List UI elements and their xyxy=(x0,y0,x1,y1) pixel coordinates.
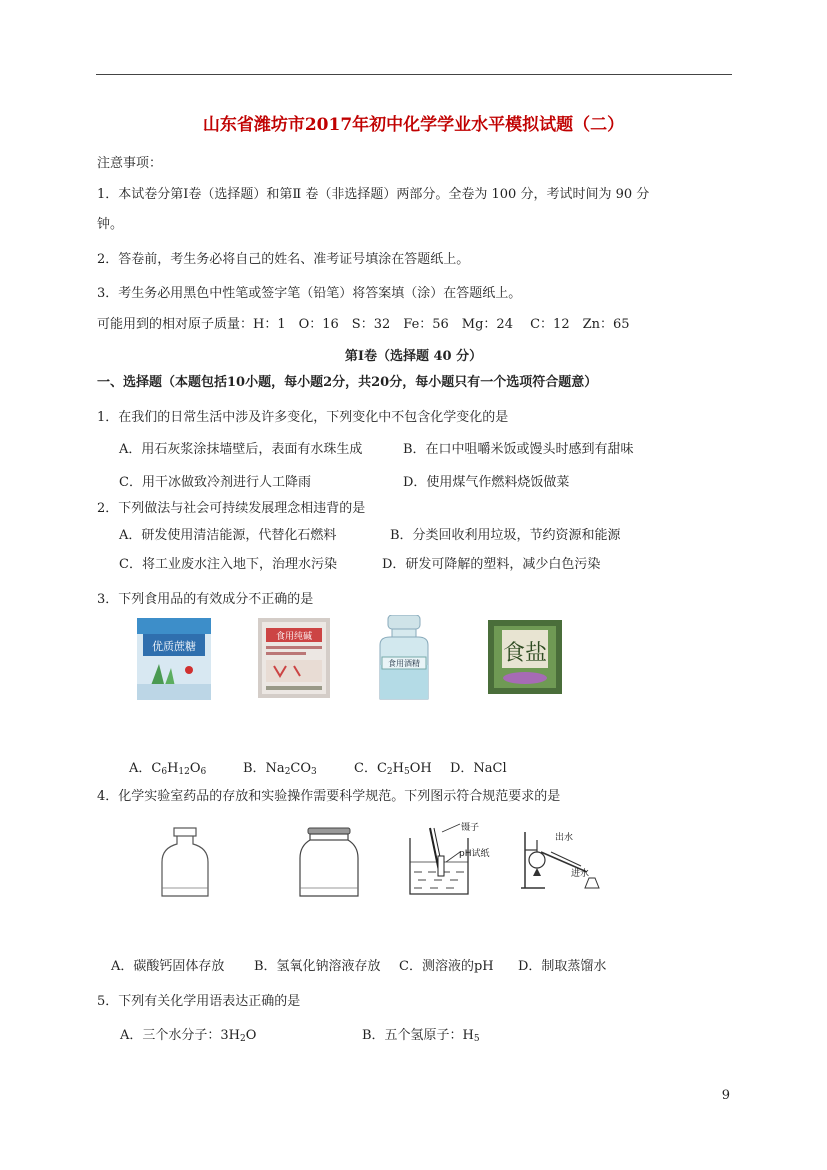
q1-option-c: C．用干冰做致冷剂进行人工降雨 xyxy=(119,475,311,490)
notice-item-2: 2．答卷前，考生务必将自己的姓名、准考证号填涂在答题纸上。 xyxy=(97,252,470,267)
notice-item-3: 3．考生务必用黑色中性笔或签字笔（铅笔）将答案填（涂）在答题纸上。 xyxy=(97,286,522,301)
page-number: 9 xyxy=(721,1088,730,1103)
section-title: 第Ⅰ卷（选择题 40 分） xyxy=(344,349,483,364)
soda-label: 食用纯碱 xyxy=(275,632,313,642)
q5-option-a: A．三个水分子：$3H_2O$ xyxy=(120,1028,257,1044)
sugar-package-image xyxy=(137,618,211,700)
q1-stem: 1．在我们的日常生活中涉及许多变化，下列变化中不包含化学变化的是 xyxy=(97,410,509,425)
q2-option-c: C．将工业废水注入地下，治理水污染 xyxy=(119,557,337,572)
header-rule xyxy=(96,74,732,75)
distillation-diagram xyxy=(515,828,611,890)
ph-paper-label: pH试纸 xyxy=(459,849,490,859)
wide-mouth-bottle-diagram xyxy=(298,826,360,900)
ph-test-diagram xyxy=(404,820,500,898)
q4-option-b: B．氢氧化钠溶液存放 xyxy=(254,959,381,974)
q3-option-d: D．NaCl xyxy=(450,761,507,776)
q1-option-d: D．使用煤气作燃料烧饭做菜 xyxy=(403,475,570,490)
page-title: 山东省潍坊市2017年初中化学学业水平模拟试题（二） xyxy=(202,115,625,135)
q3-stem: 3．下列食用品的有效成分不正确的是 xyxy=(97,592,314,607)
q3-option-b: B．$Na_2CO_3$ xyxy=(243,761,317,777)
q1-option-a: A．用石灰浆涂抹墙壁后，表面有水珠生成 xyxy=(119,442,363,457)
q2-option-d: D．研发可降解的塑料，减少白色污染 xyxy=(382,557,601,572)
water-in-label: 进水 xyxy=(571,869,590,879)
q5-option-b: B．五个氢原子：$H_5$ xyxy=(362,1028,480,1044)
q4-option-a: A．碳酸钙固体存放 xyxy=(111,959,225,974)
q2-option-b: B．分类回收利用垃圾，节约资源和能源 xyxy=(390,528,621,543)
atomic-masses: 可能用到的相对原子质量：H：1 O：16 S：32 Fe：56 Mg：24 C：12 Zn：65 xyxy=(97,317,630,332)
narrow-mouth-bottle-diagram xyxy=(160,826,210,900)
tweezers-label: 镊子 xyxy=(461,823,480,833)
notice-item-1: 1．本试卷分第Ⅰ卷（选择题）和第Ⅱ 卷（非选择题）两部分。全卷为 100 分，考试时间为 90 分 xyxy=(97,187,650,202)
q4-option-c: C．测溶液的pH xyxy=(399,959,494,974)
alcohol-bottle-image xyxy=(374,615,434,701)
salt-label: 食盐 xyxy=(502,641,548,666)
q2-stem: 2．下列做法与社会可持续发展理念相违背的是 xyxy=(97,501,366,516)
salt-package-image xyxy=(488,620,562,694)
notice-item-1-cont: 钟。 xyxy=(97,217,124,232)
sugar-label: 优质蔗糖 xyxy=(152,640,196,653)
q5-stem: 5．下列有关化学用语表达正确的是 xyxy=(97,994,301,1009)
q3-option-c: C．$C_2H_5OH$ xyxy=(354,761,432,777)
water-out-label: 出水 xyxy=(555,833,574,843)
part-heading: 一、选择题（本题包括10小题，每小题2分，共20分，每小题只有一个选项符合题意） xyxy=(97,375,598,390)
soda-package-image xyxy=(258,618,330,698)
alcohol-label: 食用酒精 xyxy=(388,659,420,668)
notice-heading: 注意事项： xyxy=(97,156,163,171)
q3-option-a: A．$C_6H_{12}O_6$ xyxy=(129,761,207,777)
q4-option-d: D．制取蒸馏水 xyxy=(518,959,607,974)
q4-stem: 4．化学实验室药品的存放和实验操作需要科学规范。下列图示符合规范要求的是 xyxy=(97,789,561,804)
q1-option-b: B．在口中咀嚼米饭或馒头时感到有甜味 xyxy=(403,442,634,457)
q2-option-a: A．研发使用清洁能源，代替化石燃料 xyxy=(119,528,337,543)
